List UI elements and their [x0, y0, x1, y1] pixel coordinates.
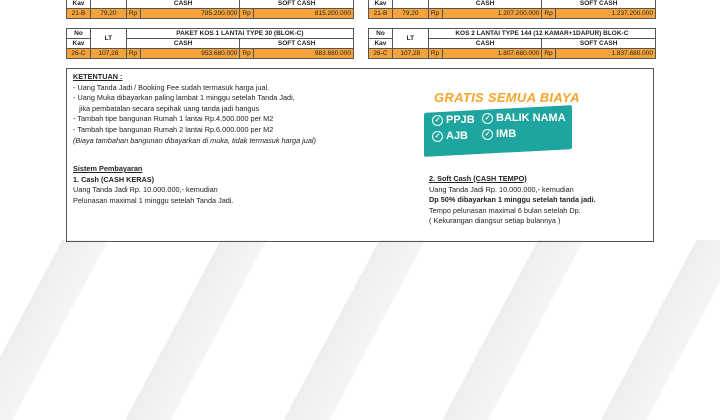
cash-label: CASH	[126, 39, 240, 49]
badge-item-ajb: ✓ AJB	[432, 131, 468, 142]
background-stripes	[0, 240, 720, 420]
check-icon: ✓	[482, 113, 493, 124]
price-table-top-right	[368, 0, 656, 19]
price-table-top-left	[66, 0, 354, 19]
check-icon: ✓	[432, 115, 443, 126]
table-row: 21-B 79,20 Rp 1.207.200.000 Rp 1.237.200.000	[369, 9, 656, 19]
price-table-kos-2-lantai	[368, 28, 656, 59]
kav-label: Kav	[369, 39, 393, 49]
cash-label: CASH	[428, 0, 542, 9]
soft-cash-line: Tempo pelunasan maximal 6 bulan setelah Dp.	[429, 205, 581, 215]
table-title: PAKET KOS 1 LANTAI TYPE 30 (BLOK-C)	[126, 29, 353, 39]
soft-cash-label: SOFT CASH	[240, 39, 354, 49]
no-label: No	[67, 29, 91, 39]
badge-title: GRATIS SEMUA BIAYA	[434, 90, 580, 105]
terms-line: - Tambah tipe bangunan Rumah 2 lantai Rp.6.000.000 per M2	[73, 124, 274, 134]
terms-line: jika pembatalan secara sepihak uang tanda jadi hangus	[73, 103, 260, 113]
kav-label: Kav	[67, 39, 91, 49]
price-table-kos-1-lantai	[66, 28, 354, 59]
table-row: 26-C 107,28 Rp 953.680.000 Rp 983.680.000	[67, 49, 354, 59]
terms-box	[66, 68, 654, 242]
terms-note: (Biaya tambahan bangunan dibayarkan di muka, tidak termasuk harga jual)	[73, 135, 316, 145]
table-title: KOS 2 LANTAI TYPE 144 (12 KAMAR+1DAPUR) BLOK-C	[428, 29, 655, 39]
terms-heading: KETENTUAN :	[73, 72, 123, 81]
soft-cash-line: ( Kekurangan diangsur setiap bulannya )	[429, 216, 561, 226]
table-row: 21-B 79,20 Rp 785.200.000 Rp 815.200.000	[67, 9, 354, 19]
lt-label: LT	[90, 29, 126, 49]
kav-label: Kav	[67, 0, 91, 9]
soft-cash-label: SOFT CASH	[542, 0, 656, 9]
kav-label: Kav	[369, 0, 393, 9]
badge-item-ppjb: ✓ PPJB	[432, 115, 475, 126]
payment-soft-cash-section	[429, 174, 649, 227]
check-icon: ✓	[482, 129, 493, 140]
table-row: 26-C 107,28 Rp 1.807.680.000 Rp 1.837.680.000	[369, 49, 656, 59]
payment-cash-section	[73, 164, 373, 206]
payment-heading: Sistem Pembayaran	[73, 164, 143, 173]
cash-label: CASH	[428, 39, 542, 49]
cash-label: CASH	[126, 0, 240, 9]
badge-item-imb: ✓ IMB	[482, 129, 516, 140]
free-fees-badge	[424, 90, 580, 157]
no-label: No	[369, 29, 393, 39]
lt-label: LT	[392, 29, 428, 49]
soft-cash-title: 2. Soft Cash (CASH TEMPO)	[429, 174, 527, 183]
soft-cash-dp-line: Dp 50% dibayarkan 1 minggu setelah tanda jadi.	[429, 195, 596, 205]
terms-line: - Uang Muka dibayarkan paling lambat 1 minggu setelah Tanda Jadi,	[73, 93, 295, 103]
soft-cash-line: Uang Tanda Jadi Rp. 10.000.000,- kemudian	[429, 184, 574, 194]
terms-line: - Uang Tanda Jadi / Booking Fee sudah termasuk harga jual.	[73, 82, 270, 92]
cash-line: Pelunasan maximal 1 minggu setelah Tanda Jadi.	[73, 195, 234, 205]
badge-item-balik-nama: ✓ BALIK NAMA	[482, 113, 566, 124]
terms-line: - Tambah tipe bangunan Rumah 1 lantai Rp.4.500.000 per M2	[73, 114, 274, 124]
terms-section	[73, 72, 393, 146]
soft-cash-label: SOFT CASH	[240, 0, 354, 9]
cash-line: Uang Tanda Jadi Rp. 10.000.000,- kemudian	[73, 185, 218, 195]
soft-cash-label: SOFT CASH	[542, 39, 656, 49]
check-icon: ✓	[432, 131, 443, 142]
cash-title: 1. Cash (CASH KERAS)	[73, 174, 155, 184]
